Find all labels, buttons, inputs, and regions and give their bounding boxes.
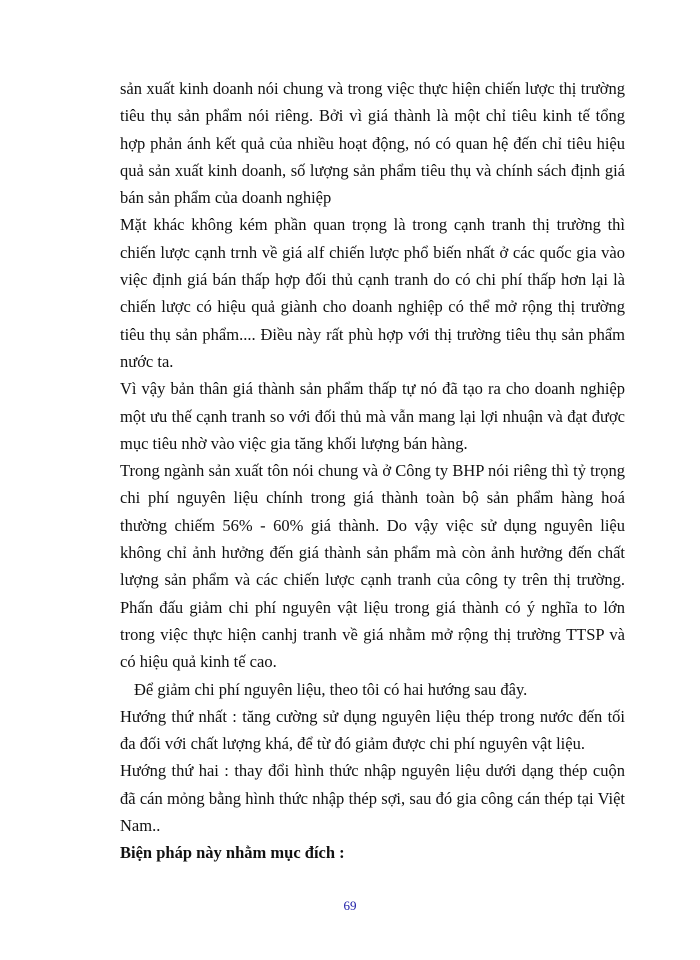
paragraph-5: Để giảm chi phí nguyên liệu, theo tôi có hai hướng sau đây. [134, 679, 528, 699]
paragraph-4: Trong ngành sản xuất tôn nói chung và ở Công ty BHP nói riêng thì tỷ trọng chi phí nguyên liệu chính trong giá thành toàn bộ sản phẩm hàng hoá thường chiếm 56% - 60% giá thành. Do vậy việc sử dụng nguyên liệu không chỉ ảnh hưởng đến giá thành sản phẩm mà còn ảnh hưởng đến chất lượng sản phẩm và các chiến lược cạnh tranh của công ty trên thị trường. Phấn đấu giảm chi phí nguyên vật liệu trong giá thành có ý nghĩa to lớn trong việc thực hiện canhj tranh về giá nhằm mở rộng thị trường TTSP và có hiệu quả kinh tế cao. [120, 461, 625, 672]
paragraph-7: Hướng thứ hai : thay đổi hình thức nhập nguyên liệu dưới dạng thép cuộn đã cán mỏng bằng hình thức nhập thép sợi, sau đó gia công cán thép tại Việt Nam.. [120, 761, 625, 836]
paragraph-3: Vì vậy bản thân giá thành sản phẩm thấp tự nó đã tạo ra cho doanh nghiệp một ưu thế cạnh tranh so với đối thủ mà vẫn mang lại lợi nhuận và đạt được mục tiêu nhờ vào việc gia tăng khối lượng bán hàng. [120, 379, 625, 453]
body-text [120, 75, 625, 867]
paragraph-2: Mặt khác không kém phần quan trọng là trong cạnh tranh thị trường thì chiến lược cạnh trnh về giá alf chiến lược phổ biến nhất ở các quốc gia vào việc định giá bán thấp hợp đối thủ cạnh tranh do có chi phí thấp hơn lại là chiến lược có hiệu quả giành cho doanh nghiệp có thể mở rộng thị trường tiêu thụ sản phẩm.... Điều này rất phù hợp với thị trường tiêu thụ sản phẩm nước ta. [120, 215, 625, 371]
paragraph-6: Hướng thứ nhất : tăng cường sử dụng nguyên liệu thép trong nước đến tối đa đối với chất lượng khá, để từ đó giảm được chi phí nguyên vật liệu. [120, 706, 625, 754]
page-number: 69 [343, 898, 357, 913]
paragraph-1: sản xuất kinh doanh nói chung và trong việc thực hiện chiến lược thị trường tiêu thụ sản phẩm nói riêng. Bởi vì giá thành là một chỉ tiêu kinh tế tổng hợp phản ánh kết quả của nhiều hoạt động, nó có quan hệ đến chỉ tiêu hiệu quả sản xuất kinh doanh, số lượng sản phẩm tiêu thụ và chính sách định giá bán sản phẩm của doanh nghiệp [120, 79, 625, 208]
paragraph-heading: Biện pháp này nhằm mục đích : [120, 843, 345, 863]
